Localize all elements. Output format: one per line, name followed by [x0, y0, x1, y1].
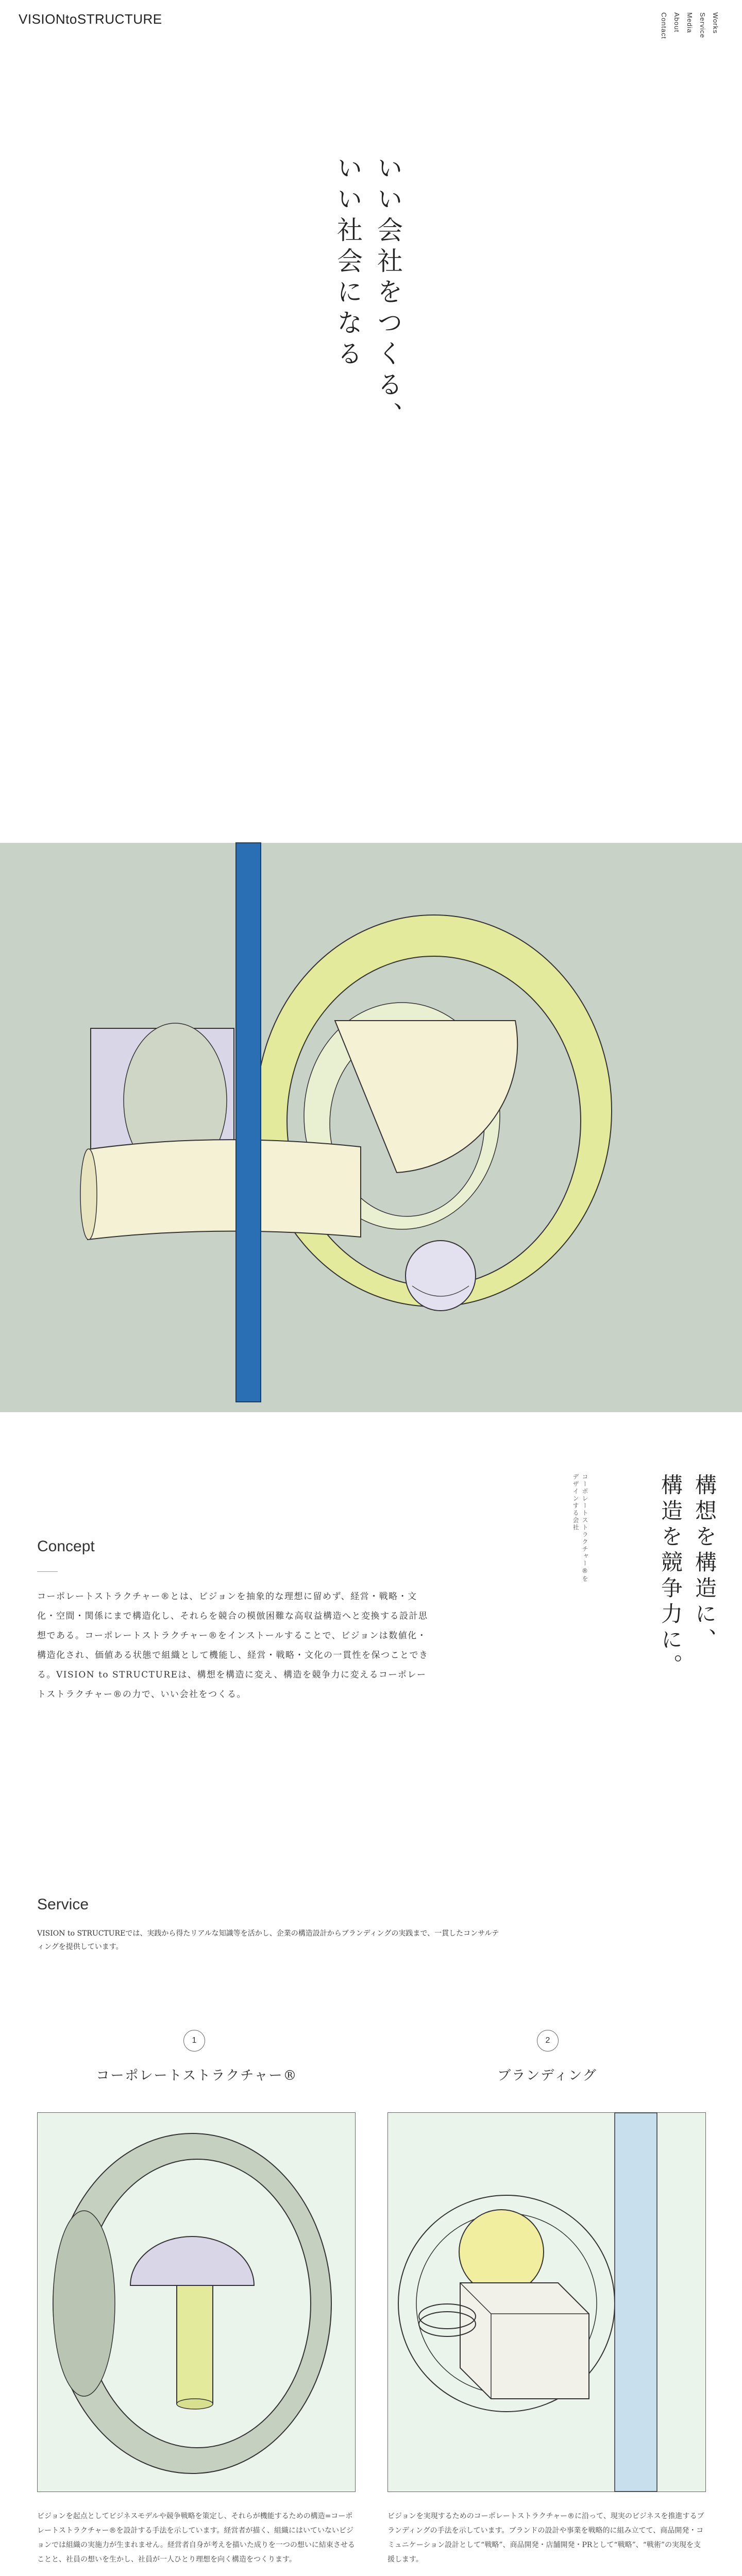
concept-divider — [37, 1571, 58, 1572]
nav-service[interactable]: Service — [699, 12, 706, 39]
vertical-nav — [660, 12, 719, 39]
subtitle-line-2: デザインする会社 — [572, 1473, 579, 1531]
service-title-1[interactable]: コーポレートストラクチャー® — [96, 2068, 298, 2083]
hero-illustration — [0, 843, 742, 1412]
nav-contact[interactable]: Contact — [660, 12, 668, 39]
service-text-2: ビジョンを実現するためのコーポレートストラクチャー®に沿って、現実のビジネスを推進するブランディングの手法を示しています。ブランドの設計や事業を戦略的に組み立てて、商品開発・コミュニケーション設計として“戦略”、商品開発・店舗開発・PRとして“戦略”、“戦術”の実現を支援します。 — [387, 2512, 704, 2564]
service-number-2: 2 — [537, 2030, 559, 2052]
service-number-1: 1 — [183, 2030, 205, 2052]
service-illustration-1 — [38, 2113, 355, 2492]
service-text-1: ビジョンを起点としてビジネスモデルや競争戦略を策定し、それらが機能するための構造=コーポレートストラクチャー®を設計する手法を示しています。経営者が描く、組織にはいていないビジョンでは組織の実施力が生まれません。経営者自身が考えを描いた成りを一つの想いに結束させることと、社員の想いを生かし、社員が一人ひとり理想を向く構造をつくります。 — [37, 2512, 355, 2564]
hero-line-1: いい会社をつくる、 — [373, 155, 403, 433]
slogan-line-1: 構想を構造に、 — [692, 1473, 717, 1654]
abstract-shapes-illustration — [0, 843, 742, 1412]
hero-line-2: いい社会になる — [333, 155, 363, 371]
service-intro: VISION to STRUCTUREでは、実践から得たリアルな知識等を活かし、企業の構造設計からブランディングの実践まで、一貫したコンサルティングを提供しています。 — [37, 1929, 499, 1951]
nav-works[interactable]: Works — [712, 12, 719, 34]
service-image-1[interactable] — [37, 2112, 356, 2492]
site-logo[interactable]: VISIONtoSTRUCTURE — [19, 11, 162, 27]
concept-heading: Concept — [37, 1538, 95, 1555]
concept-slogan — [653, 1473, 721, 1690]
concept-subtitle — [571, 1473, 589, 1583]
service-illustration-2 — [388, 2113, 705, 2492]
slogan-line-2: 構造を競争力に。 — [658, 1473, 683, 1680]
service-title-2[interactable]: ブランディング — [497, 2068, 597, 2083]
subtitle-line-1: コーポレートストラクチャー®を — [581, 1473, 588, 1583]
service-image-2[interactable] — [387, 2112, 706, 2492]
nav-about[interactable]: About — [673, 12, 681, 32]
nav-media[interactable]: Media — [686, 12, 694, 33]
service-heading: Service — [37, 1896, 89, 1913]
hero-headline — [328, 155, 408, 464]
concept-body: コーポレートストラクチャー®とは、ビジョンを抽象的な理想に留めず、経営・戦略・文化・空間・関係にまで構造化し、それらを競合の模倣困難な高収益構造へと変換する設計思想である。コーポレートストラクチャー®をインストールすることで、ビジョンは数値化・構造化され、価値ある状態で組織として機能し、経営・戦略・文化の一貫性を保つことできる。VISION to STRUCTUREは、構想を構造に変え、構造を競争力に変えるコーポレートストラクチャー®の力で、いい会社をつくる。 — [37, 1591, 429, 1700]
